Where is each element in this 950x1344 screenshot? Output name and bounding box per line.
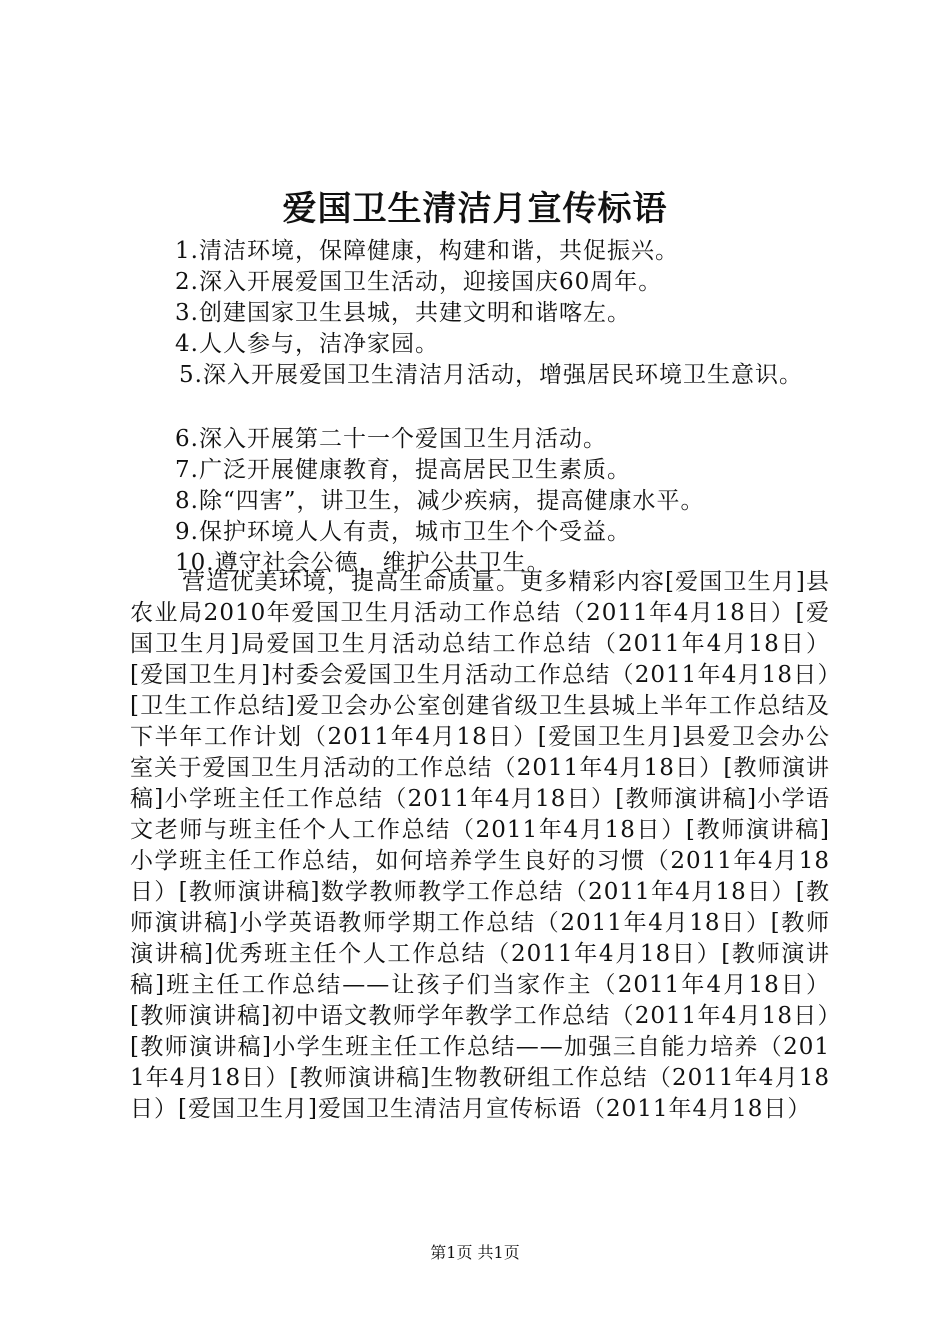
slogan-item: 9.保护环境人人有责，城市卫生个个受益。 (175, 519, 631, 545)
document-title: 爱国卫生清洁月宣传标语 (282, 189, 668, 229)
slogan-item: 7.广泛开展健康教育，提高居民卫生素质。 (175, 457, 631, 483)
slogan-item: 6.深入开展第二十一个爱国卫生月活动。 (175, 426, 607, 452)
slogan-item: 1.清洁环境，保障健康，构建和谐，共促振兴。 (175, 238, 679, 264)
slogan-item: 8.除“四害”，讲卫生，减少疾病，提高健康水平。 (175, 488, 705, 514)
page-footer: 第1页 共1页 (430, 1243, 520, 1262)
body-paragraph: 营造优美环境，提高生命质量。更多精彩内容[爱国卫生月]县农业局2010年爱国卫生月活动工作总结（2011年4月18日）[爱国卫生月]局爱国卫生月活动总结工作总结（2011年4月18日）[爱国卫生月]村委会爱国卫生月活动工作总结（2011年4月18日）[卫生工作总结]爱卫会办公室创建省级卫生县城上半年工作总结及下半年工作计划（2011年4月18日）[爱国卫生月]县爱卫会办公室关于爱国卫生月活动的工作总结（2011年4月18日）[教师演讲稿]小学班主任工作总结（2011年4月18日）[教师演讲稿]小学语文老师与班主任个人工作总结（2011年4月18日）[教师演讲稿]小学班主任工作总结，如何培养学生良好的习惯（2011年4月18日）[教师演讲稿]数学教师教学工作总结（2011年4月18日）[教师演讲稿]小学英语教师学期工作总结（2011年4月18日）[教师演讲稿]优秀班主任个人工作总结（2011年4月18日）[教师演讲稿]班主任工作总结——让孩子们当家作主（2011年4月18日）[教师演讲稿]初中语文教师学年教学工作总结（2011年4月18日）[教师演讲稿]小学生班主任工作总结——加强三自能力培养（2011年4月18日）[教师演讲稿]生物教研组工作总结（2011年4月18日）[爱国卫生月]爱国卫生清洁月宣传标语（2011年4月18日） (130, 569, 830, 1122)
slogan-item: 10.遵守社会公德，维护公共卫生。 (175, 550, 551, 576)
slogan-item: 3.创建国家卫生县城，共建文明和谐喀左。 (175, 300, 631, 326)
slogan-item: 5.深入开展爱国卫生清洁月活动，增强居民环境卫生意识。 (179, 362, 803, 388)
slogan-list (175, 236, 875, 579)
slogan-item: 4.人人参与，洁净家园。 (175, 331, 439, 357)
slogan-item: 2.深入开展爱国卫生活动，迎接国庆60周年。 (175, 269, 663, 295)
